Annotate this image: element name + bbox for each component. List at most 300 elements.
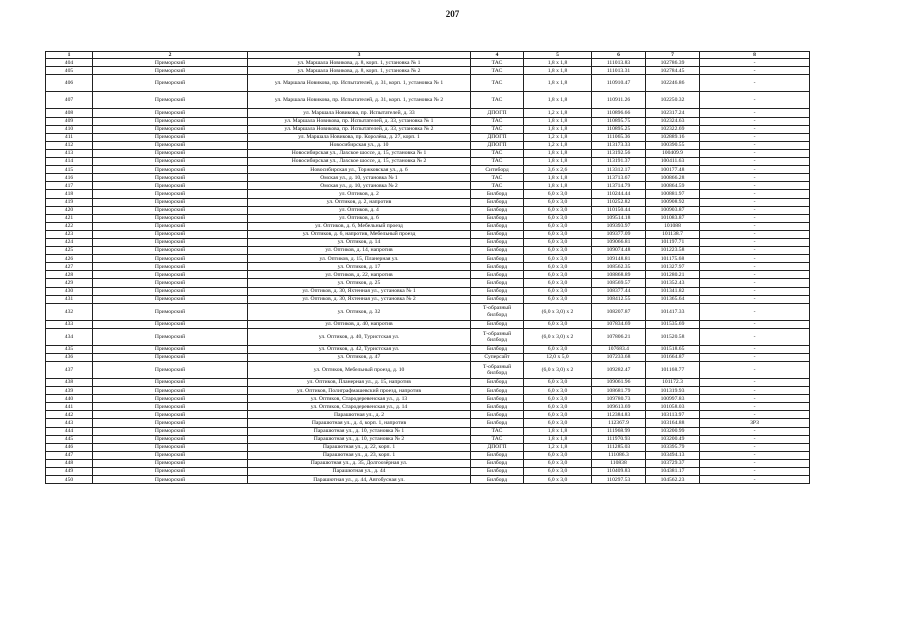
address-cell: ул. Оптиков, д. 14, напротив [248, 247, 471, 255]
row-number-cell: 437 [46, 362, 93, 379]
table-row [46, 92, 810, 109]
coordinate-y-cell: 102246.86 [646, 75, 700, 92]
note-cell: - [700, 182, 810, 190]
row-number-cell: 448 [46, 459, 93, 467]
note-cell: - [700, 443, 810, 451]
coordinate-y-cell: 101352.43 [646, 279, 700, 287]
coordinate-x-cell: 107683.4 [592, 345, 646, 353]
structure-type-cell: ТАС [471, 125, 524, 133]
note-cell: - [700, 263, 810, 271]
dimensions-cell: 6,0 х 3,0 [524, 271, 592, 279]
dimensions-cell: 6,0 х 3,0 [524, 255, 592, 263]
dimensions-cell: 6,0 х 3,0 [524, 198, 592, 206]
address-cell: Парашютная ул., д. 23, корп. 1 [248, 451, 471, 459]
district-cell: Приморский [93, 247, 248, 255]
table-row [46, 279, 810, 287]
dimensions-cell: 1,2 х 1,8 [524, 141, 592, 149]
dimensions-cell: 6,0 х 3,0 [524, 222, 592, 230]
dimensions-cell: (6,0 х 3,0) х 2 [524, 328, 592, 345]
address-cell: Парашютная ул., д. 44, Автобусная ул. [248, 476, 471, 484]
coordinate-x-cell: 111968.99 [592, 427, 646, 435]
row-number-cell: 444 [46, 427, 93, 435]
address-cell: ул. Оптиков, д. 47 [248, 353, 471, 361]
row-number-cell: 434 [46, 328, 93, 345]
row-number-cell: 441 [46, 403, 93, 411]
address-cell: Парашютная ул., д. 2 [248, 411, 471, 419]
address-cell: Парашютная ул., д. 22, корп. 1 [248, 443, 471, 451]
table-row [46, 468, 810, 476]
address-cell: ул. Оптиков, д. 40, Туристская ул. [248, 328, 471, 345]
coordinate-y-cell: 101088 [646, 222, 700, 230]
coordinate-y-cell: 101518.65 [646, 345, 700, 353]
coordinate-x-cell: 109780.73 [592, 395, 646, 403]
address-cell: ул. Оптиков, д. 32 [248, 303, 471, 320]
coordinate-x-cell: 107834.69 [592, 320, 646, 328]
address-cell: ул. Маршала Новикова, пр. Королёва, д. 27, корп. 1 [248, 133, 471, 141]
dimensions-cell: 1,8 х 1,8 [524, 182, 592, 190]
structure-type-cell: Билборд [471, 287, 524, 295]
coordinate-y-cell: 101319.93 [646, 387, 700, 395]
coordinate-y-cell: 101058.03 [646, 403, 700, 411]
dimensions-cell: 6,0 х 3,0 [524, 419, 592, 427]
coordinate-x-cell: 109282.47 [592, 362, 646, 379]
note-cell: - [700, 279, 810, 287]
structure-type-cell: ТАС [471, 92, 524, 109]
column-header: 6 [592, 52, 646, 59]
table-row [46, 117, 810, 125]
coordinate-y-cell: 104381.17 [646, 468, 700, 476]
structure-type-cell: ДПОГП [471, 141, 524, 149]
dimensions-cell: 6,0 х 3,0 [524, 238, 592, 246]
dimensions-cell: 6,0 х 3,0 [524, 263, 592, 271]
dimensions-cell: 1,8 х 1,8 [524, 117, 592, 125]
coordinate-y-cell: 100903.87 [646, 206, 700, 214]
structure-type-cell: ТАС [471, 117, 524, 125]
table-row [46, 214, 810, 222]
table-row [46, 75, 810, 92]
structure-type-cell: Билборд [471, 468, 524, 476]
dimensions-cell: 6,0 х 3,0 [524, 206, 592, 214]
coordinate-x-cell: 109514.18 [592, 214, 646, 222]
table-row [46, 287, 810, 295]
coordinate-x-cell: 108868.89 [592, 271, 646, 279]
note-cell: - [700, 395, 810, 403]
district-cell: Приморский [93, 222, 248, 230]
coordinate-y-cell: 103113.97 [646, 411, 700, 419]
address-cell: ул. Маршала Новикова, д. 8, корп. 1, установка № 1 [248, 59, 471, 67]
structure-type-cell: Билборд [471, 206, 524, 214]
table-row [46, 59, 810, 67]
structure-type-cell: Билборд [471, 214, 524, 222]
coordinate-y-cell: 100411.63 [646, 158, 700, 166]
coordinate-x-cell: 108562.35 [592, 263, 646, 271]
coordinate-x-cell: 113312.17 [592, 166, 646, 174]
structure-type-cell: Билборд [471, 198, 524, 206]
structure-type-cell: Билборд [471, 459, 524, 467]
note-cell: - [700, 328, 810, 345]
row-number-cell: 443 [46, 419, 93, 427]
table-row [46, 182, 810, 190]
structure-type-cell: ТАС [471, 174, 524, 182]
table-row [46, 158, 810, 166]
coordinate-x-cell: 109393.97 [592, 222, 646, 230]
structure-type-cell: Билборд [471, 295, 524, 303]
address-cell: ул. Маршала Новикова, пр. Испытателей, д. 33, установка № 1 [248, 117, 471, 125]
table-row [46, 206, 810, 214]
coordinate-y-cell: 102322.69 [646, 125, 700, 133]
coordinate-y-cell: 100177.48 [646, 166, 700, 174]
structure-type-cell: Билборд [471, 387, 524, 395]
dimensions-cell: 3,6 х 2,6 [524, 166, 592, 174]
coordinate-x-cell: 108377.44 [592, 287, 646, 295]
district-cell: Приморский [93, 419, 248, 427]
district-cell: Приморский [93, 198, 248, 206]
coordinate-x-cell: 110150.44 [592, 206, 646, 214]
dimensions-cell: 6,0 х 3,0 [524, 451, 592, 459]
address-cell: ул. Оптиков, д. 2, напротив [248, 198, 471, 206]
coordinate-x-cell: 112384.83 [592, 411, 646, 419]
district-cell: Приморский [93, 435, 248, 443]
address-cell: ул. Оптиков, д. 4 [248, 206, 471, 214]
district-cell: Приморский [93, 206, 248, 214]
coordinate-y-cell: 102889.16 [646, 133, 700, 141]
note-cell: - [700, 427, 810, 435]
table-row [46, 379, 810, 387]
row-number-cell: 410 [46, 125, 93, 133]
coordinate-x-cell: 109148.81 [592, 255, 646, 263]
note-cell: - [700, 476, 810, 484]
coordinate-x-cell: 111086.3 [592, 451, 646, 459]
note-cell: - [700, 206, 810, 214]
district-cell: Приморский [93, 279, 248, 287]
note-cell: ЗРЗ [700, 419, 810, 427]
coordinate-y-cell: 103395.79 [646, 443, 700, 451]
coordinate-x-cell: 113714.79 [592, 182, 646, 190]
structure-type-cell: ТАС [471, 59, 524, 67]
note-cell: - [700, 353, 810, 361]
structure-type-cell: Билборд [471, 476, 524, 484]
address-cell: ул. Оптиков, Стародеревенская ул., д. 13 [248, 395, 471, 403]
dimensions-cell: 6,0 х 3,0 [524, 411, 592, 419]
district-cell: Приморский [93, 287, 248, 295]
district-cell: Приморский [93, 158, 248, 166]
coordinate-y-cell: 104562.23 [646, 476, 700, 484]
coordinate-x-cell: 110409.83 [592, 468, 646, 476]
note-cell: - [700, 295, 810, 303]
address-cell: ул. Оптиков, д. 17 [248, 263, 471, 271]
structure-type-cell: Билборд [471, 263, 524, 271]
coordinate-x-cell: 110911.26 [592, 92, 646, 109]
coordinate-y-cell: 101341.82 [646, 287, 700, 295]
note-cell: - [700, 403, 810, 411]
structure-type-cell: ТАС [471, 149, 524, 157]
coordinate-y-cell: 101168.77 [646, 362, 700, 379]
district-cell: Приморский [93, 387, 248, 395]
note-cell: - [700, 459, 810, 467]
note-cell: - [700, 387, 810, 395]
structure-type-cell: Билборд [471, 403, 524, 411]
table-row [46, 451, 810, 459]
table-row [46, 476, 810, 484]
structure-type-cell: Билборд [471, 190, 524, 198]
row-number-cell: 408 [46, 109, 93, 117]
coordinate-y-cell: 101327.97 [646, 263, 700, 271]
district-cell: Приморский [93, 459, 248, 467]
structure-type-cell: Билборд [471, 411, 524, 419]
structure-type-cell: Ситиборд [471, 166, 524, 174]
dimensions-cell: 6,0 х 3,0 [524, 379, 592, 387]
structure-type-cell: Т-образный билборд [471, 328, 524, 345]
page-number: 207 [445, 9, 460, 19]
row-number-cell: 432 [46, 303, 93, 320]
row-number-cell: 419 [46, 198, 93, 206]
coordinate-y-cell: 100997.83 [646, 395, 700, 403]
structure-type-cell: ДПОГП [471, 133, 524, 141]
coordinate-x-cell: 113173.33 [592, 141, 646, 149]
coordinate-x-cell: 111970.93 [592, 435, 646, 443]
note-cell: - [700, 125, 810, 133]
dimensions-cell: 6,0 х 3,0 [524, 476, 592, 484]
dimensions-cell: 6,0 х 3,0 [524, 320, 592, 328]
note-cell: - [700, 379, 810, 387]
coordinate-y-cell: 100409.9 [646, 149, 700, 157]
column-header: 2 [93, 52, 248, 59]
structure-type-cell: ТАС [471, 67, 524, 75]
coordinate-y-cell: 100908.92 [646, 198, 700, 206]
row-number-cell: 430 [46, 287, 93, 295]
coordinate-y-cell: 100881.97 [646, 190, 700, 198]
coordinate-x-cell: 107233.68 [592, 353, 646, 361]
address-cell: Парашютная ул., д. 10, установка № 1 [248, 427, 471, 435]
address-cell: ул. Оптиков, д. 2 [248, 190, 471, 198]
coordinate-y-cell: 100390.55 [646, 141, 700, 149]
coordinate-y-cell: 101138.7 [646, 230, 700, 238]
table-row [46, 403, 810, 411]
district-cell: Приморский [93, 303, 248, 320]
dimensions-cell: 1,8 х 1,8 [524, 158, 592, 166]
district-cell: Приморский [93, 345, 248, 353]
coordinate-x-cell: 111013.31 [592, 67, 646, 75]
table-row [46, 230, 810, 238]
district-cell: Приморский [93, 182, 248, 190]
note-cell: - [700, 59, 810, 67]
row-number-cell: 405 [46, 67, 93, 75]
district-cell: Приморский [93, 109, 248, 117]
coordinate-y-cell: 101280.21 [646, 271, 700, 279]
note-cell: - [700, 411, 810, 419]
coordinate-x-cell: 110910.47 [592, 75, 646, 92]
structure-type-cell: Билборд [471, 255, 524, 263]
dimensions-cell: 1,2 х 1,8 [524, 109, 592, 117]
coordinate-x-cell: 113713.67 [592, 174, 646, 182]
address-cell: Парашютная ул., д. 44 [248, 468, 471, 476]
dimensions-cell: 6,0 х 3,0 [524, 247, 592, 255]
coordinate-x-cell: 110252.82 [592, 198, 646, 206]
district-cell: Приморский [93, 214, 248, 222]
dimensions-cell: 6,0 х 3,0 [524, 190, 592, 198]
table-row [46, 190, 810, 198]
address-cell: Новосибирская ул., д. 10 [248, 141, 471, 149]
structure-type-cell: Билборд [471, 230, 524, 238]
row-number-cell: 420 [46, 206, 93, 214]
coordinate-x-cell: 109074.48 [592, 247, 646, 255]
dimensions-cell: 1,8 х 1,8 [524, 174, 592, 182]
table-row [46, 263, 810, 271]
column-header: 3 [248, 52, 471, 59]
address-cell: ул. Оптиков, д. 6, напротив, Мебельный проезд [248, 230, 471, 238]
row-number-cell: 423 [46, 230, 93, 238]
address-cell: ул. Оптиков, Стародеревенская ул., д. 14 [248, 403, 471, 411]
district-cell: Приморский [93, 328, 248, 345]
dimensions-cell: 6,0 х 3,0 [524, 403, 592, 411]
structure-type-cell: Билборд [471, 271, 524, 279]
row-number-cell: 421 [46, 214, 93, 222]
row-number-cell: 447 [46, 451, 93, 459]
table-row [46, 238, 810, 246]
table-row [46, 222, 810, 230]
structure-type-cell: Билборд [471, 379, 524, 387]
advertising-structures-table [45, 51, 810, 484]
row-number-cell: 431 [46, 295, 93, 303]
dimensions-cell: 12,0 х 5,0 [524, 353, 592, 361]
district-cell: Приморский [93, 117, 248, 125]
district-cell: Приморский [93, 403, 248, 411]
address-cell: Новосибирская ул., Лахское шоссе, д. 15, установка № 1 [248, 149, 471, 157]
address-cell: ул. Маршала Новикова, пр. Испытателей, д. 31, корп. 1, установка № 2 [248, 92, 471, 109]
row-number-cell: 436 [46, 353, 93, 361]
coordinate-x-cell: 110896.66 [592, 109, 646, 117]
note-cell: - [700, 141, 810, 149]
district-cell: Приморский [93, 75, 248, 92]
dimensions-cell: 6,0 х 3,0 [524, 214, 592, 222]
district-cell: Приморский [93, 476, 248, 484]
address-cell: ул. Оптиков, д. 6 [248, 214, 471, 222]
row-number-cell: 433 [46, 320, 93, 328]
row-number-cell: 425 [46, 247, 93, 255]
note-cell: - [700, 109, 810, 117]
dimensions-cell: 1,8 х 1,8 [524, 435, 592, 443]
coordinate-y-cell: 101664.87 [646, 353, 700, 361]
district-cell: Приморский [93, 353, 248, 361]
dimensions-cell: 6,0 х 3,0 [524, 279, 592, 287]
address-cell: ул. Оптиков, д. 15, Планерная ул. [248, 255, 471, 263]
dimensions-cell: 6,0 х 3,0 [524, 459, 592, 467]
coordinate-y-cell: 101417.33 [646, 303, 700, 320]
row-number-cell: 414 [46, 158, 93, 166]
coordinate-x-cell: 110244.44 [592, 190, 646, 198]
coordinate-y-cell: 103494.13 [646, 451, 700, 459]
dimensions-cell: 1,8 х 1,8 [524, 59, 592, 67]
coordinate-y-cell: 103164.88 [646, 419, 700, 427]
structure-type-cell: Билборд [471, 247, 524, 255]
dimensions-cell: 6,0 х 3,0 [524, 287, 592, 295]
district-cell: Приморский [93, 166, 248, 174]
table-body [46, 59, 810, 484]
note-cell: - [700, 362, 810, 379]
district-cell: Приморский [93, 238, 248, 246]
row-number-cell: 407 [46, 92, 93, 109]
district-cell: Приморский [93, 190, 248, 198]
district-cell: Приморский [93, 263, 248, 271]
address-cell: Парашютная ул., д. 35, Долгоозёрная ул. [248, 459, 471, 467]
dimensions-cell: (6,0 х 3,0) х 2 [524, 362, 592, 379]
note-cell: - [700, 166, 810, 174]
row-number-cell: 442 [46, 411, 93, 419]
note-cell: - [700, 345, 810, 353]
dimensions-cell: 6,0 х 3,0 [524, 230, 592, 238]
address-cell: ул. Оптиков, д. 42, Туристская ул. [248, 345, 471, 353]
note-cell: - [700, 92, 810, 109]
coordinate-x-cell: 109066.81 [592, 238, 646, 246]
district-cell: Приморский [93, 133, 248, 141]
table-row [46, 255, 810, 263]
address-cell: ул. Маршала Новикова, пр. Испытателей, д. 31, корп. 1, установка № 1 [248, 75, 471, 92]
row-number-cell: 450 [46, 476, 93, 484]
coordinate-x-cell: 109613.69 [592, 403, 646, 411]
address-cell: ул. Оптиков, Планерная ул., д. 15, напротив [248, 379, 471, 387]
table-row [46, 411, 810, 419]
structure-type-cell: Билборд [471, 238, 524, 246]
table-row [46, 247, 810, 255]
coordinate-x-cell: 107806.21 [592, 328, 646, 345]
note-cell: - [700, 303, 810, 320]
structure-type-cell: Т-образный билборд [471, 303, 524, 320]
note-cell: - [700, 255, 810, 263]
row-number-cell: 422 [46, 222, 93, 230]
structure-type-cell: ДПОГП [471, 443, 524, 451]
coordinate-y-cell: 101223.58 [646, 247, 700, 255]
table-row [46, 303, 810, 320]
coordinate-x-cell: 108412.55 [592, 295, 646, 303]
address-cell: ул. Оптиков, д. 40, напротив [248, 320, 471, 328]
note-cell: - [700, 149, 810, 157]
district-cell: Приморский [93, 379, 248, 387]
dimensions-cell: 1,8 х 1,8 [524, 75, 592, 92]
district-cell: Приморский [93, 411, 248, 419]
dimensions-cell: (6,0 х 3,0) х 2 [524, 303, 592, 320]
note-cell: - [700, 238, 810, 246]
dimensions-cell: 1,8 х 1,8 [524, 125, 592, 133]
note-cell: - [700, 133, 810, 141]
coordinate-x-cell: 111285.03 [592, 443, 646, 451]
coordinate-x-cell: 108681.79 [592, 387, 646, 395]
dimensions-cell: 6,0 х 3,0 [524, 387, 592, 395]
structure-type-cell: ТАС [471, 158, 524, 166]
dimensions-cell: 1,8 х 1,8 [524, 92, 592, 109]
coordinate-x-cell: 109377.09 [592, 230, 646, 238]
table-row [46, 387, 810, 395]
note-cell: - [700, 75, 810, 92]
structure-type-cell: ТАС [471, 435, 524, 443]
header-row [46, 52, 810, 59]
coordinate-y-cell: 103200.99 [646, 427, 700, 435]
coordinate-x-cell: 108207.87 [592, 303, 646, 320]
structure-type-cell: ТАС [471, 75, 524, 92]
coordinate-x-cell: 110895.25 [592, 125, 646, 133]
table-row [46, 141, 810, 149]
table-row [46, 271, 810, 279]
note-cell: - [700, 67, 810, 75]
structure-type-cell: Билборд [471, 279, 524, 287]
structure-type-cell: Билборд [471, 451, 524, 459]
coordinate-x-cell: 110297.53 [592, 476, 646, 484]
district-cell: Приморский [93, 443, 248, 451]
row-number-cell: 449 [46, 468, 93, 476]
row-number-cell: 439 [46, 387, 93, 395]
coordinate-y-cell: 101535.69 [646, 320, 700, 328]
district-cell: Приморский [93, 230, 248, 238]
district-cell: Приморский [93, 67, 248, 75]
